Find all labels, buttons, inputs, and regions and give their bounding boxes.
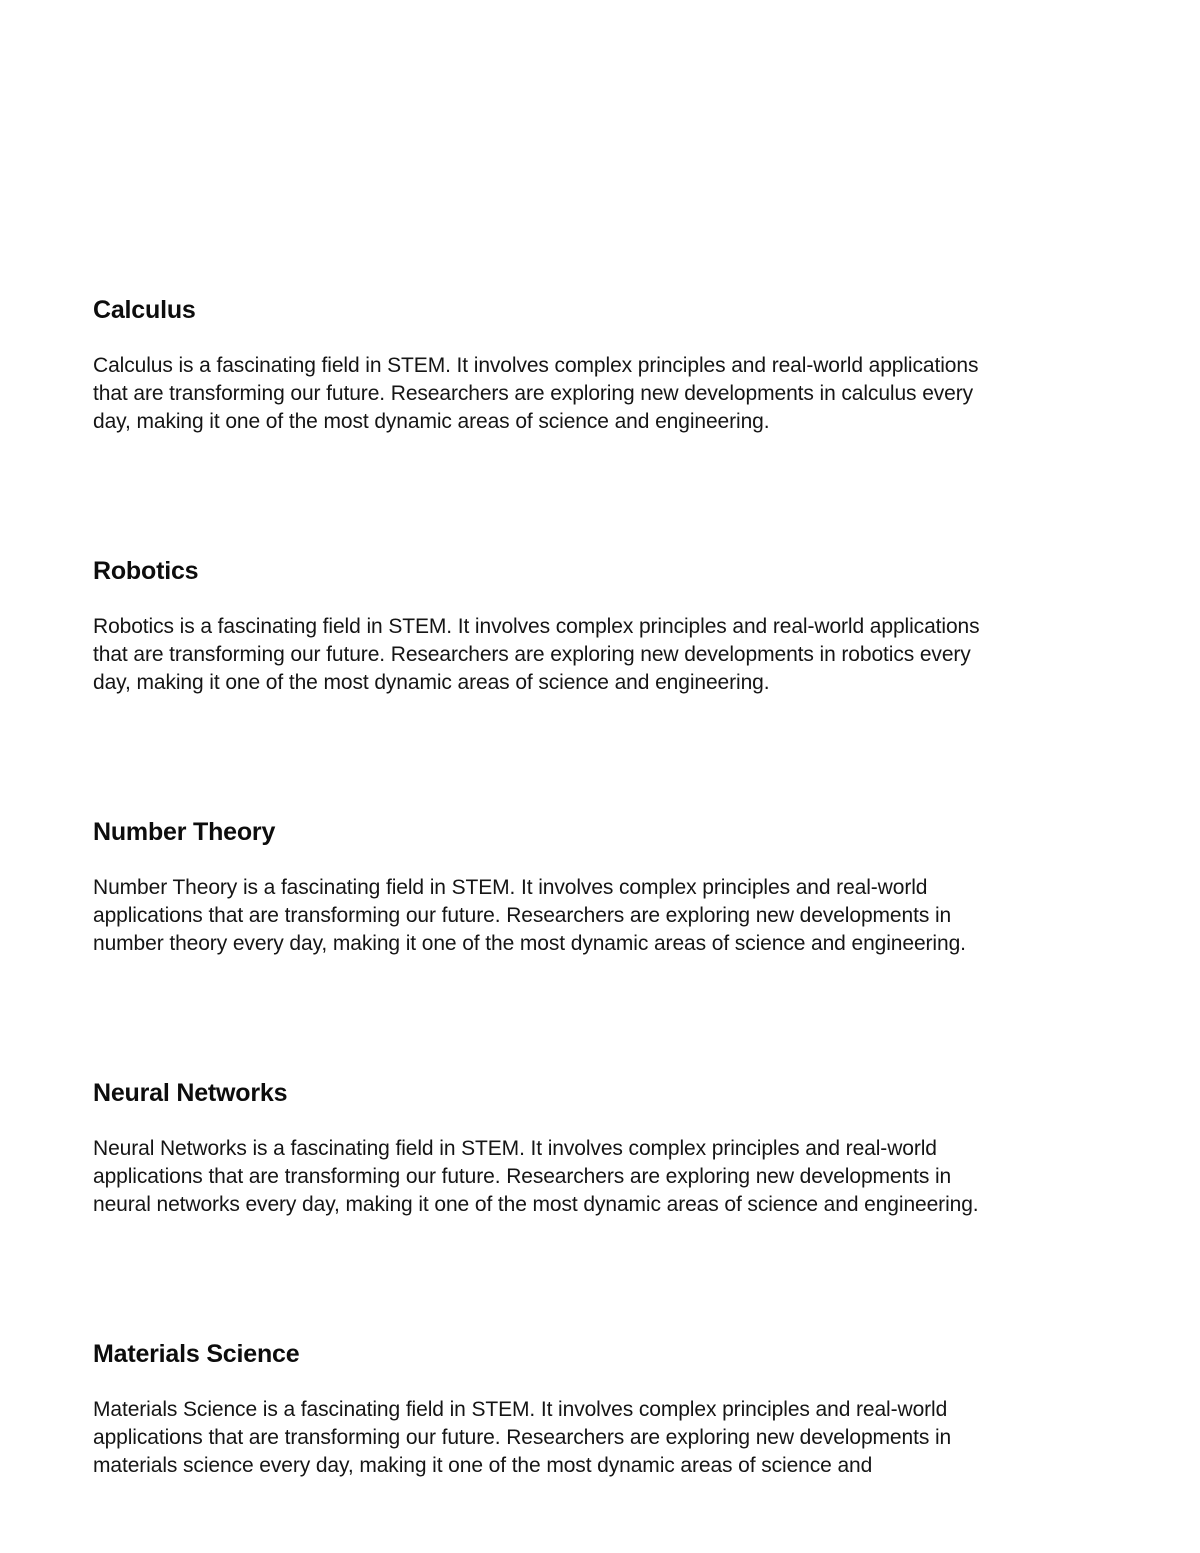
paragraph-line: that are transforming our future. Researchers are exploring new developments in robotics every: [93, 643, 971, 666]
paragraph-line: day, making it one of the most dynamic areas of science and engineering.: [93, 671, 770, 694]
section-heading: Neural Networks: [93, 1079, 288, 1107]
paragraph-line: number theory every day, making it one of the most dynamic areas of science and engineering.: [93, 932, 966, 955]
section-heading: Materials Science: [93, 1340, 300, 1368]
paragraph-line: that are transforming our future. Researchers are exploring new developments in calculus every: [93, 382, 974, 405]
paragraph-line: Robotics is a fascinating field in STEM. It involves complex principles and real-world applications: [93, 615, 980, 638]
section-neural-networks: [93, 1078, 1113, 1219]
paragraph-line: materials science every day, making it one of the most dynamic areas of science and: [93, 1454, 873, 1477]
section-heading: Number Theory: [93, 818, 276, 846]
section-heading: Calculus: [93, 296, 196, 324]
section-heading: Robotics: [93, 557, 199, 585]
paragraph-line: Neural Networks is a fascinating field in STEM. It involves complex principles and real-world: [93, 1137, 937, 1160]
paragraph-line: applications that are transforming our future. Researchers are exploring new developments in: [93, 1165, 952, 1188]
paragraph-line: applications that are transforming our future. Researchers are exploring new developments in: [93, 1426, 952, 1449]
section-paragraph: [93, 874, 1113, 958]
paragraph-line: Calculus is a fascinating field in STEM. It involves complex principles and real-world applications: [93, 354, 979, 377]
section-paragraph: [93, 352, 1113, 436]
paragraph-line: Number Theory is a fascinating field in STEM. It involves complex principles and real-world: [93, 876, 928, 899]
paragraph-line: neural networks every day, making it one of the most dynamic areas of science and engineering.: [93, 1193, 979, 1216]
section-robotics: [93, 556, 1113, 697]
section-number-theory: [93, 817, 1113, 958]
section-calculus: [93, 295, 1113, 436]
paragraph-line: applications that are transforming our future. Researchers are exploring new developments in: [93, 904, 952, 927]
section-paragraph: [93, 1135, 1113, 1219]
paragraph-line: Materials Science is a fascinating field in STEM. It involves complex principles and real-world: [93, 1398, 948, 1421]
section-paragraph: [93, 613, 1113, 697]
section-materials-science: [93, 1339, 1113, 1480]
paragraph-line: day, making it one of the most dynamic areas of science and engineering.: [93, 410, 770, 433]
section-paragraph: [93, 1396, 1113, 1480]
